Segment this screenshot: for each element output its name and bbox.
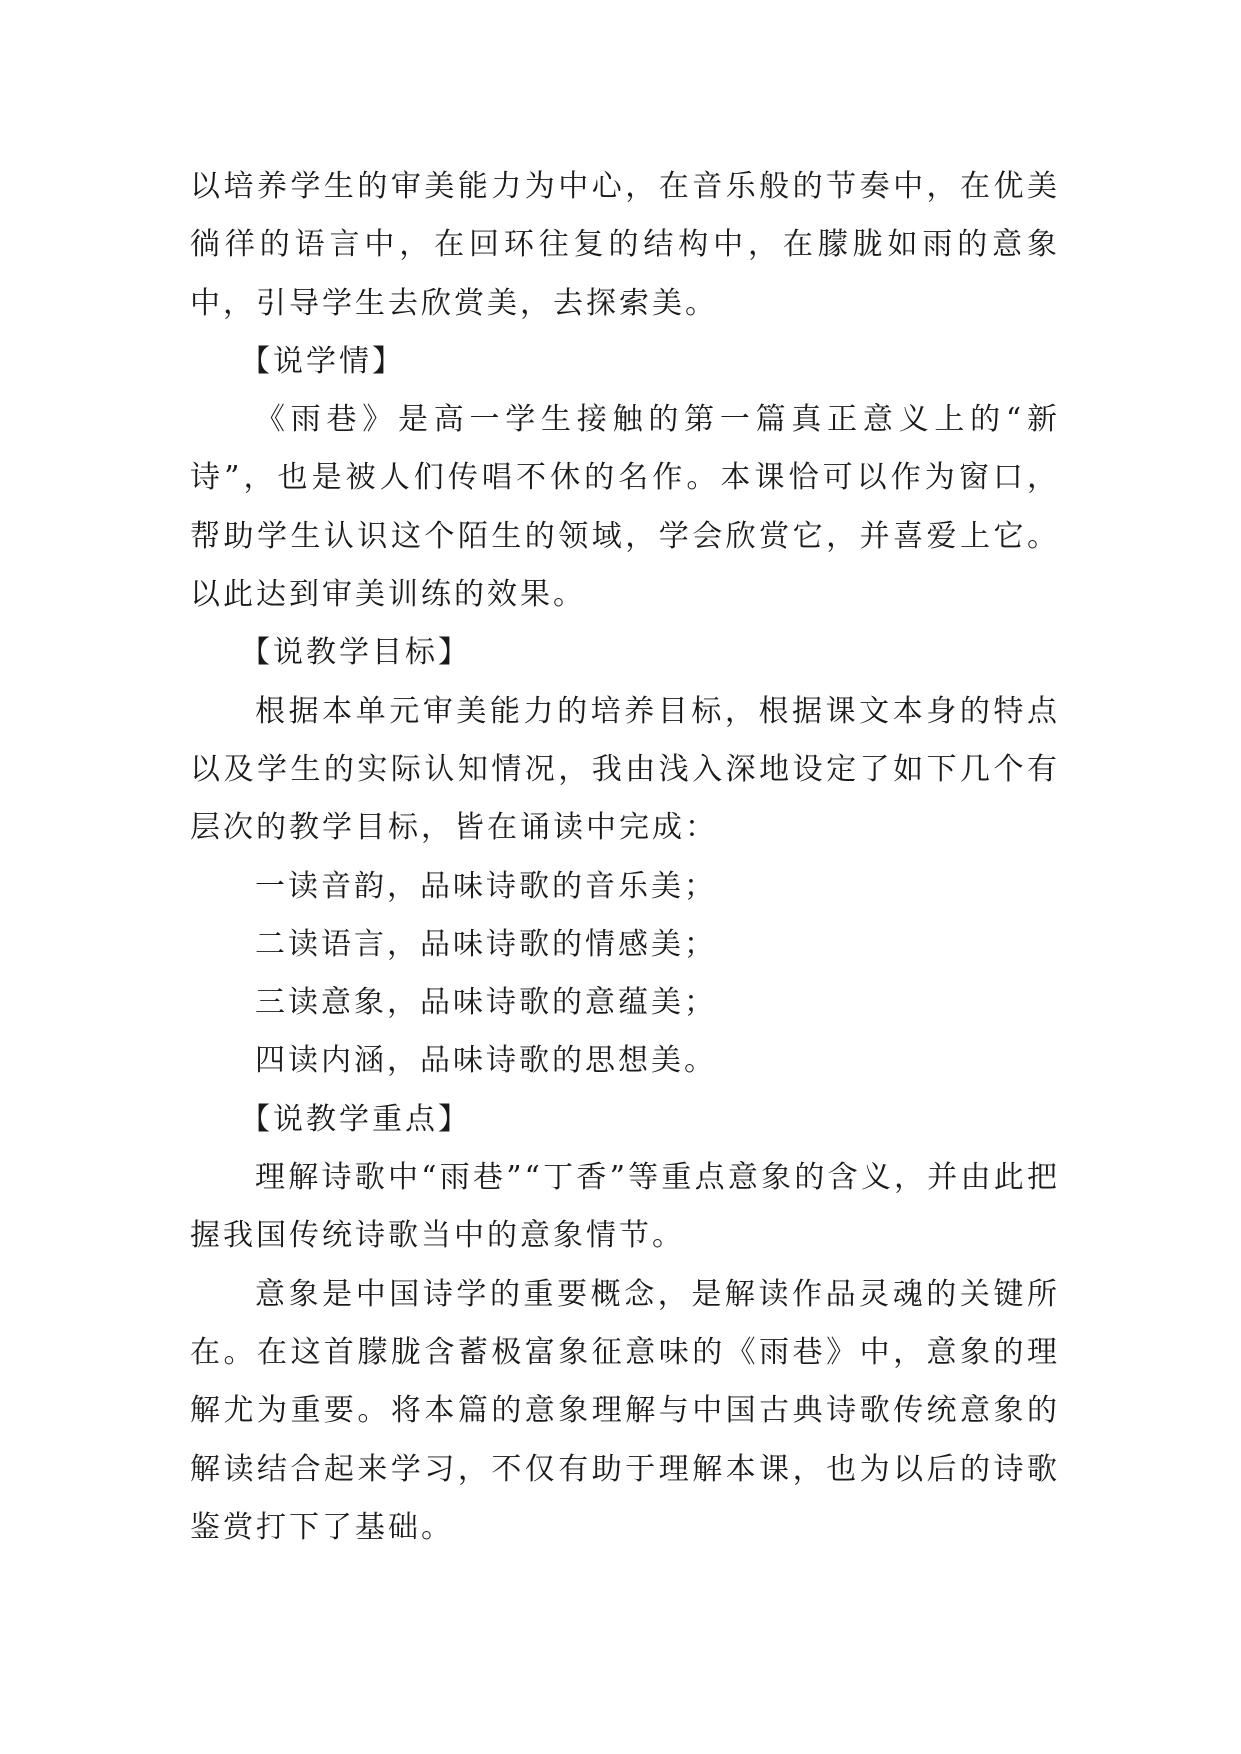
paragraph-teaching-focus: 理解诗歌中“雨巷”“丁香”等重点意象的含义，并由此把握我国传统诗歌当中的意象情节。 bbox=[190, 1160, 1060, 1254]
section-heading-teaching-goals: 【说教学目标】 bbox=[240, 635, 471, 671]
paragraph-intro-continuation: 以培养学生的审美能力为中心，在音乐般的节奏中，在优美徜徉的语言中，在回环往复的结构中，在朦胧如雨的意象中，引导学生去欣赏美，去探索美。 bbox=[190, 169, 1060, 321]
goal-item-3: 三读意象，品味诗歌的意蕴美； bbox=[255, 985, 717, 1021]
paragraph-student-situation: 《雨巷》是高一学生接触的第一篇真正意义上的“新诗”，也是被人们传唱不休的名作。本课恰可以作为窗口，帮助学生认识这个陌生的领域，学会欣赏它，并喜爱上它。以此达到审美训练的效果。 bbox=[190, 402, 1060, 613]
paragraph-teaching-goals-intro: 根据本单元审美能力的培养目标，根据课文本身的特点以及学生的实际认知情况，我由浅入深地设定了如下几个有层次的教学目标，皆在诵读中完成： bbox=[190, 693, 1060, 846]
document-page bbox=[190, 158, 1060, 1557]
goal-item-4: 四读内涵，品味诗歌的思想美。 bbox=[255, 1043, 717, 1079]
section-heading-student-situation: 【说学情】 bbox=[240, 343, 405, 379]
goal-item-2: 二读语言，品味诗歌的情感美； bbox=[255, 926, 717, 962]
paragraph-imagery-explanation: 意象是中国诗学的重要概念，是解读作品灵魂的关键所在。在这首朦胧含蓄极富象征意味的《雨巷》中，意象的理解尤为重要。将本篇的意象理解与中国古典诗歌传统意象的解读结合起来学习，不仅有助于理解本课，也为以后的诗歌鉴赏打下了基础。 bbox=[190, 1276, 1060, 1545]
goal-item-1: 一读音韵，品味诗歌的音乐美； bbox=[255, 868, 717, 904]
section-heading-teaching-focus: 【说教学重点】 bbox=[240, 1101, 471, 1137]
